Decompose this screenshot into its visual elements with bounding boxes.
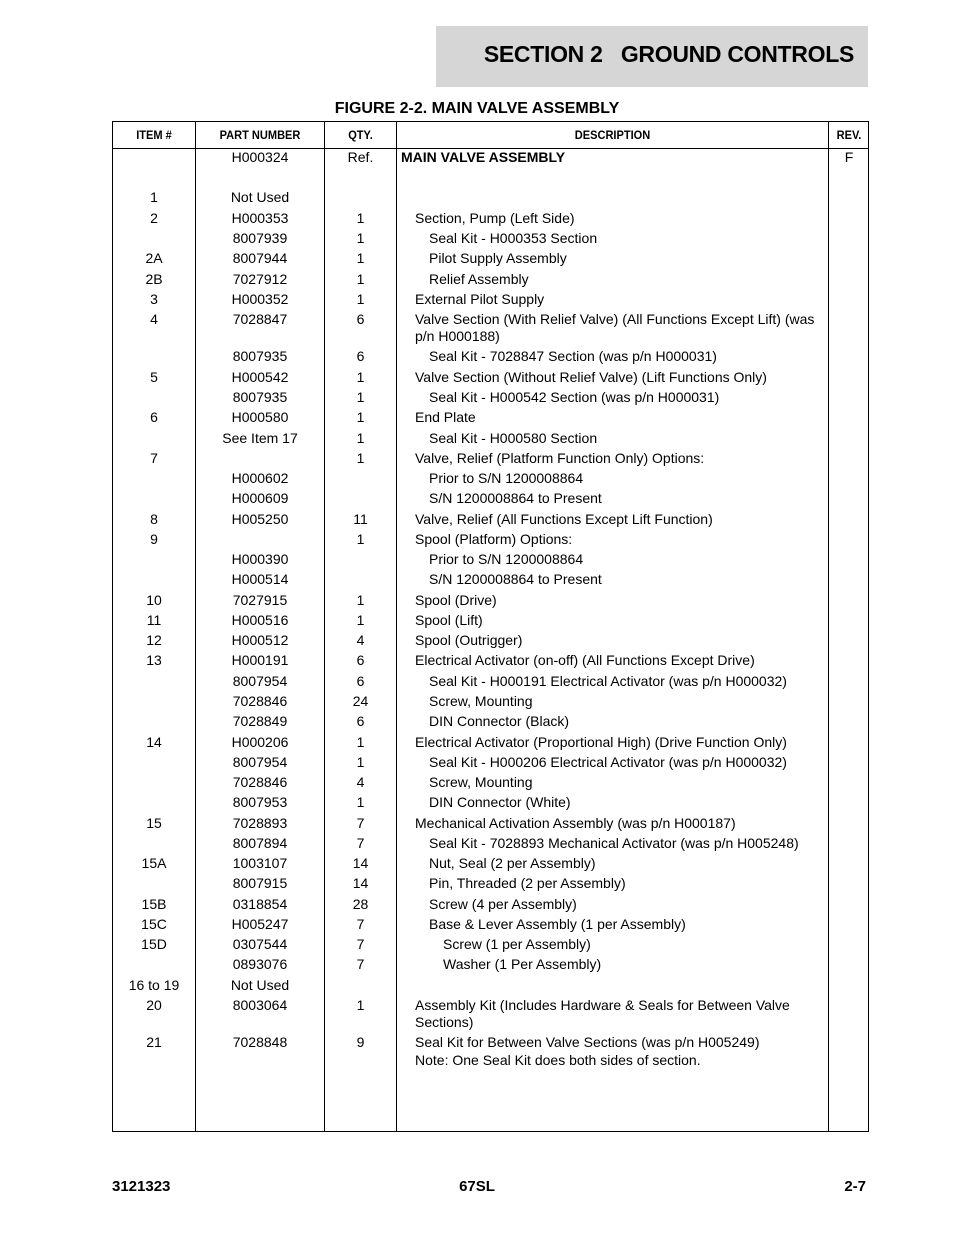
description: Spool (Outrigger): [415, 632, 523, 648]
item-number: 15B: [141, 896, 167, 912]
part-number: 8003064: [232, 997, 288, 1013]
quantity: Ref.: [347, 149, 374, 165]
quantity: 1: [356, 754, 365, 770]
part-number: 7028847: [232, 311, 288, 327]
item-number: 16 to 19: [128, 977, 180, 993]
footer-model: 67SL: [459, 1178, 495, 1195]
quantity: 14: [352, 875, 369, 891]
description: Spool (Lift): [415, 612, 483, 628]
quantity: 6: [356, 311, 365, 327]
item-number: 15C: [141, 916, 167, 932]
quantity: 1: [356, 271, 365, 287]
description: Seal Kit for Between Valve Sections (was p/n H005249): [415, 1034, 760, 1050]
description: External Pilot Supply: [415, 291, 545, 307]
part-number: H000353: [231, 210, 289, 226]
header-qty: QTY.: [348, 128, 373, 142]
part-number: H005247: [231, 916, 289, 932]
quantity: 1: [356, 450, 365, 466]
description: End Plate: [415, 409, 476, 425]
quantity: 1: [356, 531, 365, 547]
description: Seal Kit - 7028847 Section (was p/n H000031): [429, 348, 717, 364]
quantity: 6: [356, 713, 365, 729]
header-description: DESCRIPTION: [574, 128, 651, 142]
quantity: 6: [356, 673, 365, 689]
description-note: Note: One Seal Kit does both sides of section.: [415, 1052, 701, 1068]
item-number: 2A: [145, 250, 163, 266]
part-number: H000191: [231, 652, 289, 668]
quantity: 7: [356, 956, 365, 972]
quantity: 6: [356, 348, 365, 364]
quantity: 1: [356, 210, 365, 226]
quantity: 6: [356, 652, 365, 668]
part-number: 8007915: [232, 875, 288, 891]
item-number: 11: [146, 612, 162, 628]
part-number: Not Used: [230, 189, 290, 205]
quantity: 7: [356, 815, 365, 831]
item-number: 15: [146, 815, 162, 831]
part-number: H000206: [231, 734, 289, 750]
part-number: 7028849: [232, 713, 288, 729]
part-number: 0307544: [232, 936, 288, 952]
quantity: 1: [356, 612, 365, 628]
item-number: 7: [150, 450, 158, 466]
description: Seal Kit - H000206 Electrical Activator (was p/n H000032): [429, 754, 787, 770]
part-number: See Item 17: [222, 430, 298, 446]
part-number: 1003107: [232, 855, 288, 871]
quantity: 7: [356, 835, 365, 851]
description: Valve Section (Without Relief Valve) (Lift Functions Only): [415, 369, 767, 385]
part-number: 8007935: [232, 348, 288, 364]
part-number: 8007894: [232, 835, 288, 851]
description: DIN Connector (White): [429, 794, 571, 810]
quantity: 4: [356, 774, 365, 790]
column-divider: [828, 122, 829, 1131]
item-number: 9: [150, 531, 158, 547]
quantity: 1: [356, 230, 365, 246]
quantity: 9: [356, 1034, 365, 1050]
quantity: 14: [352, 855, 369, 871]
quantity: 1: [356, 389, 365, 405]
description: Screw, Mounting: [429, 693, 533, 709]
description: Pin, Threaded (2 per Assembly): [429, 875, 626, 891]
description: Prior to S/N 1200008864: [429, 551, 584, 567]
item-number: 15A: [141, 855, 167, 871]
item-number: 3: [150, 291, 158, 307]
part-number: 7028893: [232, 815, 288, 831]
figure-title: FIGURE 2-2. MAIN VALVE ASSEMBLY: [334, 100, 620, 117]
quantity: 1: [356, 734, 365, 750]
description: Pilot Supply Assembly: [429, 250, 567, 266]
description: MAIN VALVE ASSEMBLY: [401, 149, 566, 165]
part-number: H000516: [231, 612, 289, 628]
description: Seal Kit - 7028893 Mechanical Activator (was p/n H005248): [429, 835, 799, 851]
quantity: 7: [356, 916, 365, 932]
description: DIN Connector (Black): [429, 713, 570, 729]
description: Nut, Seal (2 per Assembly): [429, 855, 596, 871]
footer-doc-number: 3121323: [112, 1178, 171, 1195]
parts-table: [112, 121, 869, 1132]
description: Base & Lever Assembly (1 per Assembly): [429, 916, 686, 932]
item-number: 20: [146, 997, 162, 1013]
quantity: 1: [356, 794, 365, 810]
description: Seal Kit - H000191 Electrical Activator (was p/n H000032): [429, 673, 787, 689]
part-number: H000580: [231, 409, 289, 425]
quantity: 1: [356, 291, 365, 307]
description: Mechanical Activation Assembly (was p/n H000187): [415, 815, 736, 831]
item-number: 12: [146, 632, 162, 648]
part-number: H000609: [231, 490, 289, 506]
description: Valve, Relief (All Functions Except Lift Function): [415, 511, 713, 527]
description: Seal Kit - H000580 Section: [429, 430, 598, 446]
quantity: 1: [356, 592, 365, 608]
item-number: 8: [150, 511, 158, 527]
item-number: 1: [150, 189, 158, 205]
item-number: 15D: [141, 936, 167, 952]
quantity: 1: [356, 409, 365, 425]
part-number: H000512: [231, 632, 289, 648]
description: Washer (1 Per Assembly): [443, 956, 602, 972]
part-number: 8007954: [232, 673, 288, 689]
item-number: 10: [146, 592, 162, 608]
part-number: Not Used: [230, 977, 290, 993]
column-divider: [396, 122, 397, 1131]
quantity: 1: [356, 430, 365, 446]
part-number: 7028846: [232, 693, 288, 709]
quantity: 1: [356, 997, 365, 1013]
description: Screw (1 per Assembly): [443, 936, 591, 952]
description: Valve, Relief (Platform Function Only) Options:: [415, 450, 705, 466]
description: Valve Section (With Relief Valve) (All Functions Except Lift) (was p/n H000188): [415, 311, 815, 344]
part-number: 7028846: [232, 774, 288, 790]
part-number: 0318854: [232, 896, 288, 912]
section-title: SECTION 2 GROUND CONTROLS: [483, 41, 854, 67]
quantity: 28: [352, 896, 369, 912]
header-part-number: PART NUMBER: [219, 128, 301, 142]
description: S/N 1200008864 to Present: [429, 571, 602, 587]
part-number: 8007953: [232, 794, 288, 810]
part-number: H000542: [231, 369, 289, 385]
section-banner: [436, 26, 868, 87]
description: Seal Kit - H000542 Section (was p/n H000031): [429, 389, 720, 405]
footer-page-number: 2-7: [844, 1178, 866, 1195]
quantity: 1: [356, 250, 365, 266]
part-number: 8007939: [232, 230, 288, 246]
revision: F: [844, 149, 854, 165]
description: Spool (Platform) Options:: [415, 531, 573, 547]
quantity: 24: [352, 693, 369, 709]
part-number: 7027912: [232, 271, 288, 287]
part-number: 7028848: [232, 1034, 288, 1050]
description: Screw, Mounting: [429, 774, 533, 790]
part-number: 0893076: [232, 956, 288, 972]
part-number: H000324: [231, 149, 289, 165]
description: Seal Kit - H000353 Section: [429, 230, 598, 246]
description: Screw (4 per Assembly): [429, 896, 577, 912]
part-number: H000602: [231, 470, 289, 486]
item-number: 2B: [145, 271, 163, 287]
part-number: H005250: [231, 511, 289, 527]
header-rev: REV.: [836, 128, 862, 142]
description: S/N 1200008864 to Present: [429, 490, 602, 506]
description: Section, Pump (Left Side): [415, 210, 575, 226]
item-number: 5: [150, 369, 158, 385]
part-number: 8007935: [232, 389, 288, 405]
part-number: H000390: [231, 551, 289, 567]
part-number: 7027915: [232, 592, 288, 608]
quantity: 4: [356, 632, 365, 648]
quantity: 7: [356, 936, 365, 952]
quantity: 11: [353, 511, 368, 527]
description: Assembly Kit (Includes Hardware & Seals for Between Valve Sections): [415, 997, 790, 1030]
quantity: 1: [356, 369, 365, 385]
part-number: 8007954: [232, 754, 288, 770]
description: Relief Assembly: [429, 271, 529, 287]
description: Prior to S/N 1200008864: [429, 470, 584, 486]
item-number: 2: [150, 210, 158, 226]
part-number: H000352: [231, 291, 289, 307]
part-number: H000514: [231, 571, 289, 587]
item-number: 6: [150, 409, 158, 425]
item-number: 4: [150, 311, 158, 327]
description: Spool (Drive): [415, 592, 497, 608]
item-number: 13: [146, 652, 162, 668]
item-number: 21: [146, 1034, 162, 1050]
header-item: ITEM #: [136, 128, 172, 142]
description: Electrical Activator (on-off) (All Functions Except Drive): [415, 652, 755, 668]
part-number: 8007944: [232, 250, 288, 266]
item-number: 14: [146, 734, 162, 750]
description: Electrical Activator (Proportional High) (Drive Function Only): [415, 734, 787, 750]
